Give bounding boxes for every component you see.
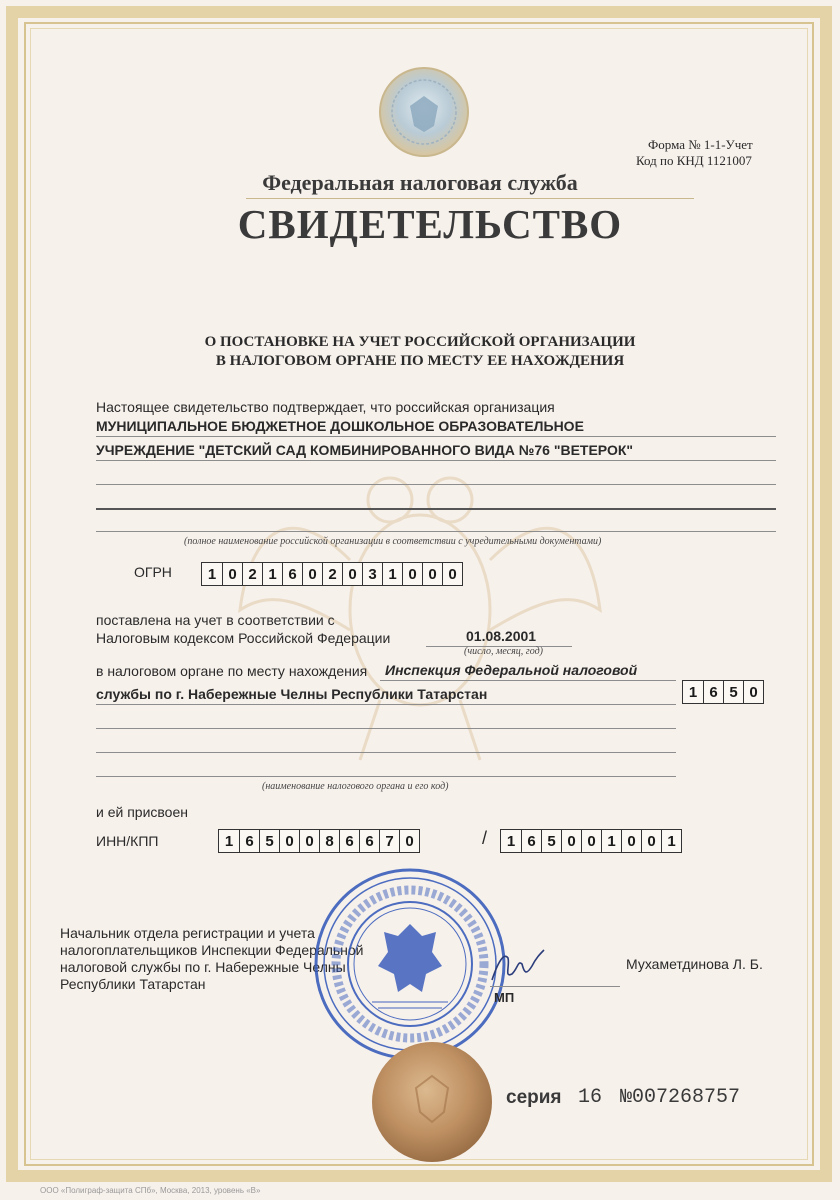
signature-rule [490, 986, 620, 987]
digit-cell: 6 [282, 563, 302, 585]
intro-text: Настоящее свидетельство подтверждает, что российская организация [96, 399, 555, 415]
digit-cell: 2 [322, 563, 342, 585]
digit-cell: 1 [207, 565, 217, 583]
hologram-emblem [378, 66, 470, 158]
digit-cell: 0 [621, 830, 641, 852]
digit-cell: 1 [688, 683, 698, 701]
org-rule-3 [96, 484, 776, 485]
knd-code: Код по КНД 1121007 [636, 153, 752, 168]
org-name-line1: МУНИЦИПАЛЬНОЕ БЮДЖЕТНОЕ ДОШКОЛЬНОЕ ОБРАЗОВАТЕЛЬНОЕ [96, 418, 584, 434]
date-hint: (число, месяц, год) [464, 646, 543, 657]
signatory-line3: налоговой службы по г. Набережные Челны [60, 959, 346, 975]
digit-cell: 5 [723, 681, 743, 703]
authority-label: в налоговом органе по месту нахождения [96, 663, 368, 679]
authority-rule-1 [380, 680, 676, 681]
digit-cell: 0 [342, 563, 362, 585]
digit-cell: 1 [262, 563, 282, 585]
digit-cell: 5 [259, 830, 279, 852]
org-hint: (полное наименование российской организации в соответствии с учредительными документами) [184, 536, 602, 547]
inn-kpp-label: ИНН/КПП [96, 833, 159, 849]
digit-cell: 0 [442, 563, 462, 585]
subtitle-line2: В НАЛОГОВОМ ОРГАНЕ ПО МЕСТУ ЕЕ НАХОЖДЕНИЯ [215, 353, 625, 369]
eagle-watermark [230, 440, 610, 770]
digit-cell: 0 [402, 563, 422, 585]
digit-cell: 0 [399, 830, 419, 852]
authority-rule-3 [96, 728, 676, 729]
digit-cell: 8 [319, 830, 339, 852]
registered-line2: Налоговым кодексом Российской Федерации [96, 630, 391, 646]
digit-cell: 6 [359, 830, 379, 852]
authority-name-line1: Инспекция Федеральной налоговой [385, 662, 638, 678]
authority-rule-2 [96, 704, 676, 705]
form-number: Форма № 1-1-Учет [648, 137, 753, 152]
certificate-number: №007268757 [620, 1086, 741, 1109]
digit-cell: 0 [302, 563, 322, 585]
digit-cell: 2 [242, 563, 262, 585]
signatory-line4: Республики Татарстан [60, 976, 206, 992]
digit-cell: 5 [541, 830, 561, 852]
service-name: Федеральная налоговая служба [262, 170, 578, 195]
authority-name-line2: службы по г. Набережные Челны Республики Татарстан [96, 686, 488, 702]
inn-cells [218, 829, 420, 853]
authority-code-cells [682, 680, 764, 704]
digit-cell: 0 [581, 830, 601, 852]
digit-cell: 1 [382, 563, 402, 585]
digit-cell: 0 [641, 830, 661, 852]
org-rule-1 [96, 436, 776, 437]
series-value: 16 [578, 1086, 603, 1109]
ogrn-label: ОГРН [134, 564, 172, 580]
document-title: СВИДЕТЕЛЬСТВО [237, 201, 623, 247]
digit-cell: 0 [222, 563, 242, 585]
org-rule-2 [96, 460, 776, 461]
printer-imprint: ООО «Полиграф-защита СПб», Москва, 2013, уровень «В» [40, 1186, 261, 1195]
inn-kpp-separator: / [482, 828, 488, 848]
org-rule-5 [96, 531, 776, 532]
authority-rule-5 [96, 776, 676, 777]
digit-cell: 0 [299, 830, 319, 852]
org-name-line2: УЧРЕЖДЕНИЕ "ДЕТСКИЙ САД КОМБИНИРОВАННОГО ВИДА №76 "ВЕТЕРОК" [96, 442, 634, 458]
authority-hint: (наименование налогового органа и его код) [262, 781, 449, 792]
gold-seal [370, 1040, 494, 1164]
digit-cell: 1 [601, 830, 621, 852]
digit-cell: 1 [224, 832, 234, 850]
digit-cell: 6 [239, 830, 259, 852]
ogrn-cells [201, 562, 463, 586]
assigned-label: и ей присвоен [96, 804, 188, 820]
authority-rule-4 [96, 752, 676, 753]
signatory-line2: налогоплательщиков Инспекции Федеральной [60, 942, 364, 958]
seal-mark: МП [494, 990, 515, 1005]
digit-cell: 0 [422, 563, 442, 585]
digit-cell: 3 [362, 563, 382, 585]
registered-line1: поставлена на учет в соответствии с [96, 612, 335, 628]
digit-cell: 6 [703, 681, 723, 703]
digit-cell: 1 [506, 832, 516, 850]
digit-cell: 6 [339, 830, 359, 852]
digit-cell: 6 [521, 830, 541, 852]
header-rule [246, 198, 694, 199]
signatory-line1: Начальник отдела регистрации и учета [60, 925, 315, 941]
digit-cell: 0 [561, 830, 581, 852]
signature [488, 944, 548, 990]
digit-cell: 1 [661, 830, 681, 852]
org-rule-4 [96, 508, 776, 510]
digit-cell: 7 [379, 830, 399, 852]
official-stamp [312, 866, 508, 1062]
digit-cell: 0 [743, 681, 763, 703]
digit-cell: 0 [279, 830, 299, 852]
registration-date: 01.08.2001 [466, 628, 537, 644]
kpp-cells [500, 829, 682, 853]
signatory-name: Мухаметдинова Л. Б. [626, 956, 763, 972]
subtitle-line1: О ПОСТАНОВКЕ НА УЧЕТ РОССИЙСКОЙ ОРГАНИЗАЦИИ [204, 334, 636, 350]
series-label: серия [506, 1087, 562, 1108]
